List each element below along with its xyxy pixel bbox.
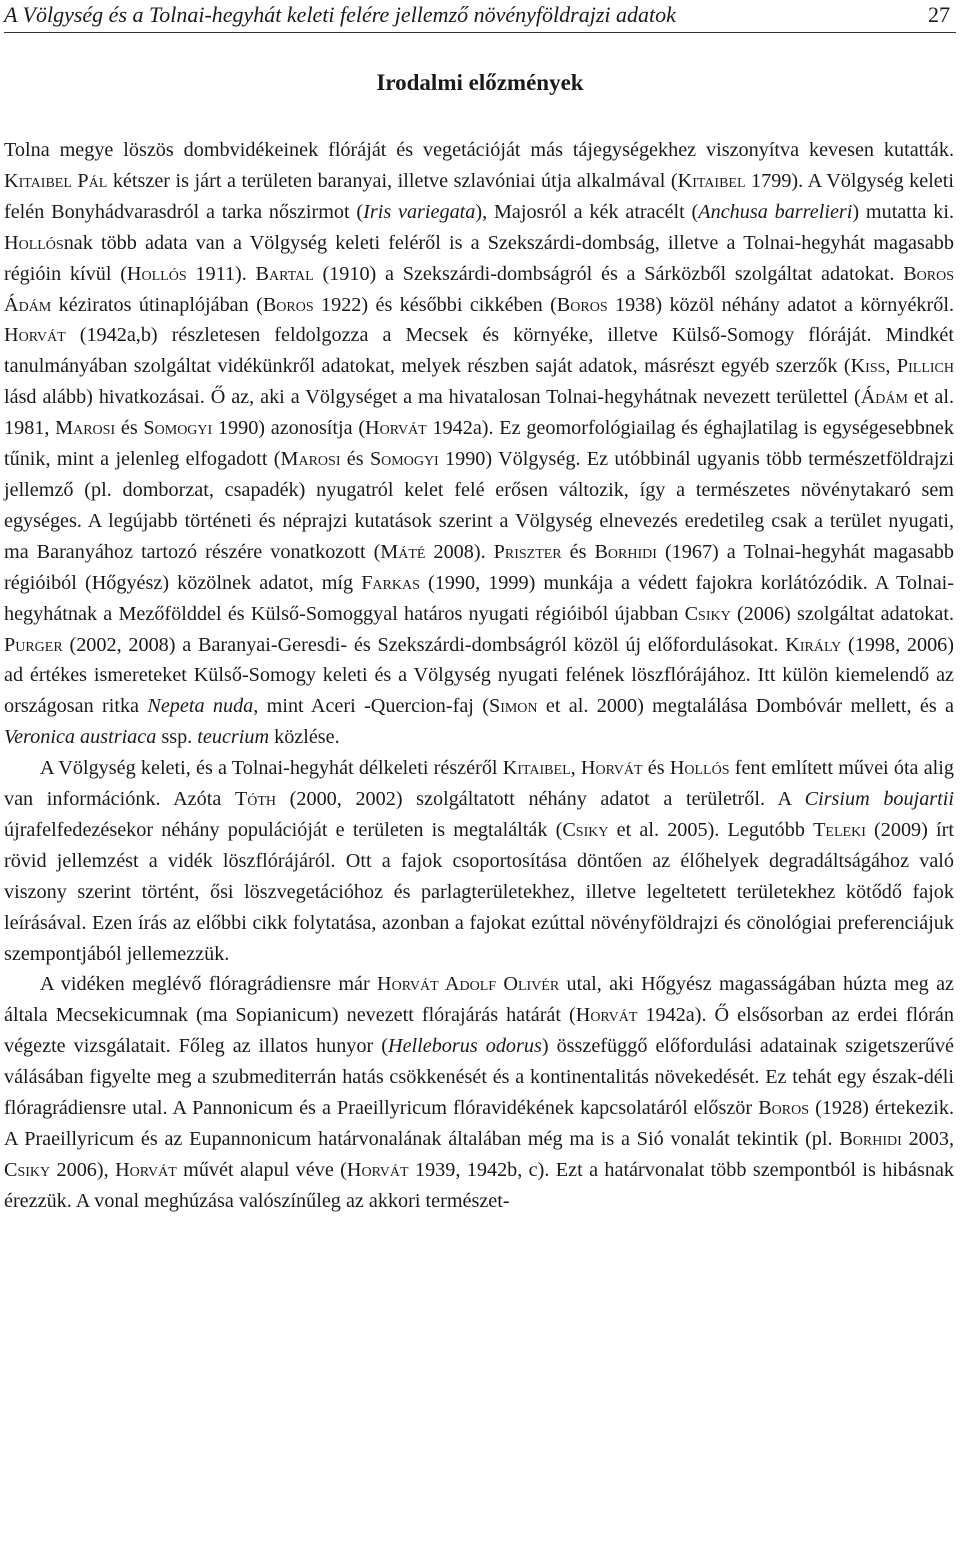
text-run: 1942a). Ez geomorfológiailag és éghajlatilag is egységesebbnek tűnik, mint a jelenleg elfogadott ( (4, 417, 954, 471)
author-name: Purger (4, 633, 63, 656)
text-run: 1922) és későbbi cikkében ( (313, 293, 557, 316)
text-run: ssp. (156, 726, 198, 749)
text-run: 1911). (186, 262, 256, 285)
text-run: újrafelfedezésekor néhány populációját e területen is megtalálták ( (4, 818, 563, 841)
body-text (4, 135, 954, 1217)
text-run: et al. 2000) megtalálása Dombóvár mellett, és a (537, 695, 954, 718)
text-run: 2003, (901, 1128, 954, 1150)
author-name: Máté (380, 540, 426, 563)
text-run: közlése. (269, 726, 340, 749)
text-run: , mint Aceri -Quercion-faj ( (253, 695, 489, 718)
text-run: 2008). (425, 540, 494, 563)
paragraph (4, 135, 954, 753)
text-run: A vidéken meglévő flóragrádiensre már (40, 973, 378, 996)
text-run: (1928) értekezik. A Praeillyricum és az Eupannonicum határvonalának általában még ma is a Sió vonalát tekintik (pl. (4, 1097, 954, 1150)
text-run: 1938) közöl néhány adatot a környékről. (607, 293, 954, 316)
text-run: művét alapul véve ( (176, 1158, 347, 1181)
text-run: 2006), (50, 1158, 116, 1181)
text-run: ), Majosról a kék atracélt ( (475, 200, 699, 223)
author-name: Horvát (346, 1158, 409, 1181)
author-name: Hollós (669, 757, 730, 780)
text-run: ) összefüggő előfordulási adatainak szigetszerűvé válásában figyelte meg a szubmediterrán hatás csökkenését és a kontinentalitás növekedését. Ez tehát egy észak-déli flóragrádiensre utal. A Pannonicum és a Praeillyricum flóravidékének kapcsolatáról először (4, 1035, 955, 1120)
text-run: 1990) Völgység. Ez utóbbinál ugyanis több természetföldrajzi jellemző (pl. domborzat, csapadék) nyugatról kelet felé erősen változik, így a természetes növénytakaró sem egységes. A legújabb történeti és néprajzi kutatások szerint a Völgység elnevezés eredetileg csak a terület nyugati, ma Baranyához tartozó részére vonatkozott ( (4, 448, 954, 563)
text-run: és (642, 757, 670, 780)
text-run: lásd alább) hivatkozásai. Ő az, aki a Völgységet a ma hivatalosan Tolnai-hegyhátnak nevezett területtel ( (4, 386, 861, 409)
text-run: (1942a,b) részletesen feldolgozza a Mecsek és környéke, illetve Külső-Somogy flóráját. Mindkét tanulmányában szolgáltat vidékünkről adatokat, melyek részben saját adatok, másrészt egyéb szerzők ( (4, 324, 954, 378)
text-run: et al. 1981, (4, 386, 955, 440)
author-name: Csiky (684, 602, 731, 625)
author-name: Horvát (575, 1004, 638, 1027)
taxon-name: Anchusa barrelieri (698, 200, 853, 223)
author-name: Bartal (255, 262, 314, 285)
author-name: Kitaibel Pál (4, 169, 108, 192)
author-name: Kitaibel (502, 757, 571, 780)
paragraph (4, 753, 954, 969)
text-run: (1967) a Tolnai-hegyhát magasabb régióiból (Hőgyész) közölnek adatot, míg (4, 540, 954, 594)
author-name: Borhidi (839, 1128, 902, 1150)
text-run: ) mutatta ki. (852, 200, 955, 223)
author-name: Boros Ádám (4, 262, 954, 316)
text-run: (1910) a Szekszárdi-dombságról és a Sárközből szolgáltat adatokat. (313, 262, 904, 285)
author-name: Marosi (280, 448, 341, 471)
author-name: Somogyi (369, 448, 439, 471)
author-name: Priszter (493, 540, 562, 563)
author-name: Csiky (562, 818, 609, 841)
author-name: Farkas (361, 571, 420, 594)
section-title: Irodalmi előzmények (376, 70, 584, 95)
author-name: Pillich (896, 355, 954, 378)
text-run: kéziratos útinaplójában ( (51, 293, 263, 316)
author-name: Ádám (860, 386, 908, 409)
author-name: Somogyi (143, 417, 213, 440)
page-number: 27 (928, 2, 950, 27)
author-name: Boros (556, 293, 608, 316)
taxon-name: Veronica austriaca (4, 726, 157, 749)
taxon-name: Helleborus odorus (387, 1035, 542, 1058)
running-header (4, 2, 956, 33)
taxon-name: Cirsium boujartii (804, 788, 954, 811)
author-name: Teleki (813, 818, 866, 841)
author-name: Borhidi (594, 540, 657, 563)
author-name: Horvát Adolf Olivér (377, 973, 560, 996)
taxon-name: teucrium (197, 726, 270, 749)
text-run: nak több adata van a Völgység keleti feléről is a Szekszárdi-dombság, illetve a Tolnai-hegyhát magasabb régióin kívül ( (4, 231, 954, 285)
text-run: 1939, 1942b, c). Ezt a határvonalat több szempontból is hibásnak érezzük. A vonal meghúzása valószínűleg az akkori természet- (4, 1158, 954, 1212)
author-name: Simon (488, 695, 538, 718)
author-name: Kitaibel (677, 169, 746, 192)
text-run: (2002, 2008) a Baranyai-Geresdi- és Szekszárdi-dombságról közöl új előfordulásokat. (62, 633, 786, 656)
paragraph (4, 969, 954, 1216)
author-name: Csiky (4, 1158, 51, 1181)
text-run: kétszer is járt a területen baranyai, illetve szlavóniai útja alkalmával ( (107, 169, 678, 192)
author-name: Boros (262, 293, 314, 316)
text-run: és (340, 448, 370, 471)
author-name: Tóth (234, 788, 277, 811)
text-run: 1942a). Ő elsősorban az erdei flórán végezte vizsgálatait. Főleg az illatos hunyor ( (4, 1004, 954, 1058)
text-run: (2006) szolgáltat adatokat. (730, 602, 955, 625)
author-name: Hollós (4, 231, 64, 254)
taxon-name: Nepeta nuda (147, 695, 254, 718)
text-run: és (561, 540, 595, 563)
text-run: 1990) azonosítja ( (212, 417, 366, 440)
author-name: Marosi (55, 417, 116, 440)
running-title: A Völgység és a Tolnai-hegyhát keleti felére jellemző növényföldrajzi adatok (4, 2, 676, 27)
text-run: (1998, 2006) ad értékes ismereteket Külső-Somogy keleti és a Völgység nyugati felének löszflórájához. Itt külön kiemelendő az országosan ritka (4, 633, 955, 718)
text-run: (2000, 2002) szolgáltatott néhány adatot a területről. A (276, 788, 805, 811)
author-name: Kiss (850, 355, 886, 378)
author-name: Horvát (580, 757, 643, 780)
text-run: Tolna megye löszös dombvidékeinek flóráját és vegetációját más tájegységekhez viszonyítva kevesen kutatták. (4, 139, 954, 161)
author-name: Horvát (365, 417, 427, 440)
author-name: Boros (758, 1097, 809, 1120)
taxon-name: Iris variegata (363, 200, 476, 223)
author-name: Horvát (4, 324, 66, 347)
author-name: Király (785, 633, 842, 656)
author-name: Horvát (115, 1158, 177, 1181)
text-run: , (885, 355, 897, 378)
text-run: utal, aki Hőgyész magasságában húzta meg az általa Mecsekicumnak (ma Sopianicum) nevezett flórajárás határát ( (4, 973, 954, 1027)
text-run: (2009) írt rövid jellemzést a vidék löszflórájáról. Ott a fajok csoportosítása döntően az élőhelyek degradáltságához való viszony szerint történt, ősi löszvegetációhoz és parlagterületekhez, illetve legeltetett területekhez kötődő fajok leírásával. Ezen írás az előbbi cikk folytatása, azonban a fajokat ezúttal növényföldrajzi és cönológiai preferenciájuk szempontjából jellemezzük. (4, 818, 954, 965)
text-run: és (115, 417, 144, 440)
text-run: , (570, 757, 581, 780)
text-run: fent említett művei óta alig van információnk. Azóta (4, 757, 954, 811)
text-run: A Völgység keleti, és a Tolnai-hegyhát délkeleti részéről (40, 757, 503, 780)
text-run: et al. 2005). Legutóbb (608, 818, 814, 841)
text-run: 1799). A Völgység keleti felén Bonyhádvarasdról a tarka nőszirmot ( (4, 169, 954, 223)
text-run: (1990, 1999) munkája a védett fajokra korlátózódik. A Tolnai-hegyhátnak a Mezőfölddel és Külső-Somoggyal határos nyugati régióiból újabban (4, 571, 954, 625)
author-name: Hollós (126, 262, 187, 285)
